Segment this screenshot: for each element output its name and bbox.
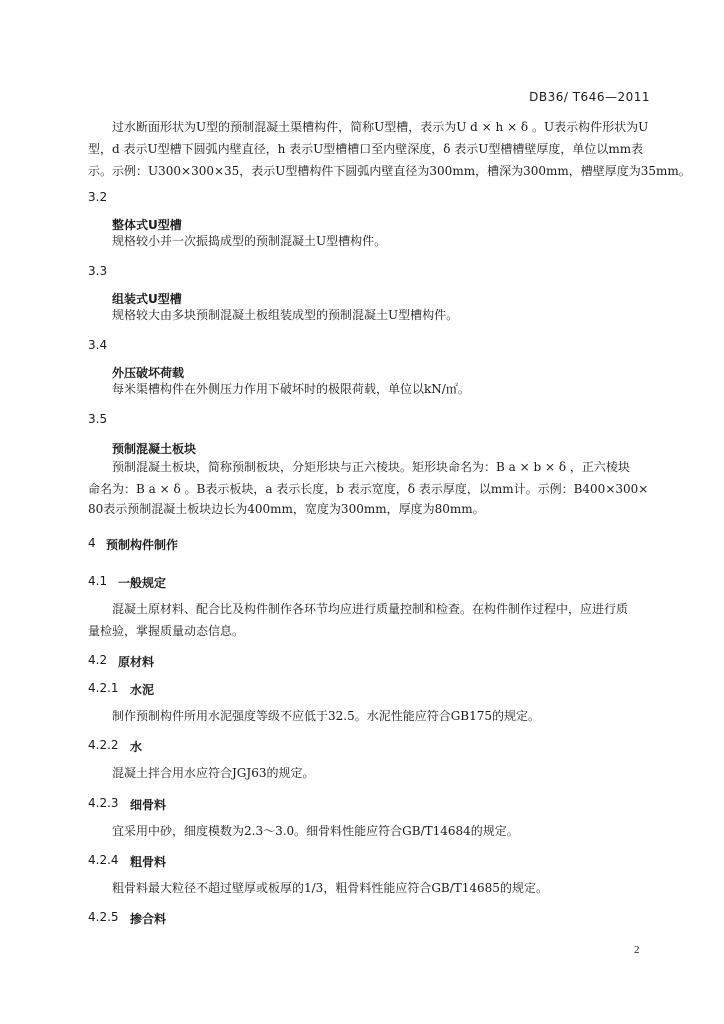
- section-3-5-line-1: 预制混凝土板块，简称预制板块，分矩形块与正六棱块。矩形块命名为：B a × b × δ ，正六棱块: [112, 460, 630, 474]
- section-4-2-5-title: 掺合料: [130, 912, 167, 926]
- section-3-1-line-3: 示。示例：U300×300×35，表示U型槽构件下圆弧内壁直径为300mm，槽深为300mm，槽壁厚度为35mm。: [88, 164, 691, 178]
- section-3-2-body: 规格较小并一次振捣成型的预制混凝土U型槽构件。: [112, 234, 387, 248]
- section-4-2-5-number: 4.2.5: [88, 910, 119, 924]
- section-3-2-number: 3.2: [88, 190, 108, 204]
- section-3-4-title: 外压破坏荷载: [112, 366, 185, 380]
- section-3-1-line-1: 过水断面形状为U型的预制混凝土渠槽构件，简称U型槽，表示为U d × h × δ 。U表示构件形状为U: [112, 120, 649, 134]
- section-3-5-line-2: 命名为：B a × δ 。B表示板块，a 表示长度，b 表示宽度，δ 表示厚度，以mm计。示例：B400×300×: [88, 482, 649, 496]
- section-4-2-4-number: 4.2.4: [88, 853, 119, 867]
- page-number: 2: [634, 944, 640, 956]
- section-4-2-3-number: 4.2.3: [88, 796, 119, 810]
- section-4-title: 预制构件制作: [106, 538, 179, 552]
- section-4-2-2-body: 混凝土拌合用水应符合JGJ63的规定。: [112, 766, 315, 780]
- section-4-1-title: 一般规定: [118, 576, 167, 590]
- section-4-2-3-body: 宜采用中砂，细度模数为2.3～3.0。细骨料性能应符合GB/T14684的规定。: [112, 824, 519, 838]
- section-3-5-line-3: 80表示预制混凝土板块边长为400mm，宽度为300mm，厚度为80mm。: [88, 502, 485, 516]
- section-4-2-4-body: 粗骨料最大粒径不超过壁厚或板厚的1/3，粗骨料性能应符合GB/T14685的规定。: [112, 881, 548, 895]
- section-3-3-number: 3.3: [88, 264, 108, 278]
- section-4-2-4-title: 粗骨料: [130, 855, 167, 869]
- section-4-1-line-2: 量检验，掌握质量动态信息。: [88, 624, 245, 638]
- section-4-1-line-1: 混凝土原材料、配合比及构件制作各环节均应进行质量控制和检查。在构件制作过程中，应进行质: [112, 602, 629, 616]
- section-3-2-title: 整体式U型槽: [112, 218, 182, 232]
- section-4-2-number: 4.2: [88, 653, 108, 667]
- section-3-3-body: 规格较大由多块预制混凝土板组装成型的预制混凝土U型槽构件。: [112, 308, 459, 322]
- section-4-2-title: 原材料: [118, 655, 155, 669]
- section-4-2-1-body: 制作预制构件所用水泥强度等级不应低于32.5。水泥性能应符合GB175的规定。: [112, 709, 541, 723]
- section-4-2-3-title: 细骨料: [130, 798, 167, 812]
- section-4-number: 4: [88, 536, 96, 550]
- section-3-3-title: 组装式U型槽: [112, 292, 182, 306]
- section-4-1-number: 4.1: [88, 574, 108, 588]
- document-id: DB36/ T646—2011: [529, 90, 650, 104]
- section-3-5-title: 预制混凝土板块: [112, 442, 197, 456]
- section-3-5-number: 3.5: [88, 412, 108, 426]
- section-3-1-line-2: 型，d 表示U型槽下圆弧内壁直径，h 表示U型槽槽口至内壁深度，δ 表示U型槽槽壁厚度，单位以mm表: [88, 142, 644, 156]
- section-3-4-body: 每米渠槽构件在外侧压力作用下破坏时的极限荷载，单位以kN/㎡。: [112, 382, 470, 396]
- section-4-2-2-title: 水: [130, 740, 143, 754]
- section-4-2-1-number: 4.2.1: [88, 681, 119, 695]
- section-4-2-2-number: 4.2.2: [88, 738, 119, 752]
- section-3-4-number: 3.4: [88, 338, 108, 352]
- section-4-2-1-title: 水泥: [130, 683, 155, 697]
